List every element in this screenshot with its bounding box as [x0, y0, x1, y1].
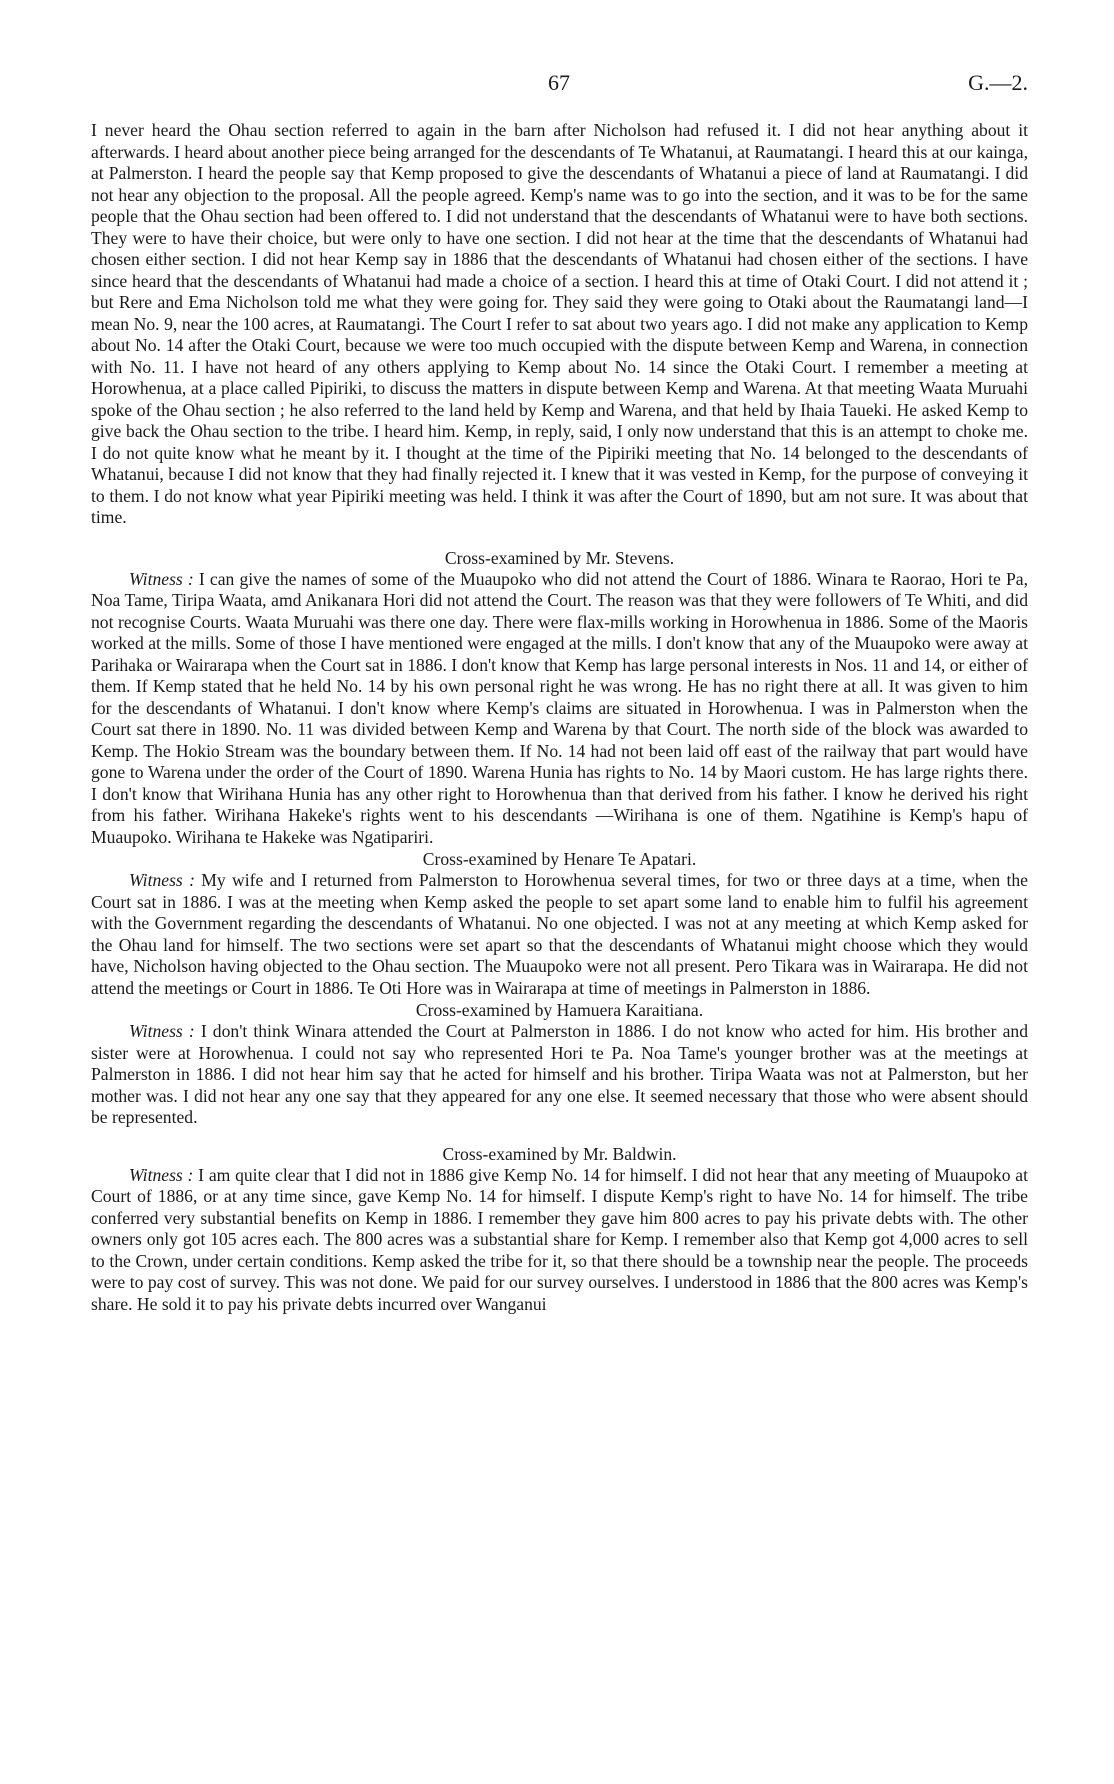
testimony-paragraph-4: [91, 1021, 1028, 1129]
series-reference: G.—2.: [968, 70, 1028, 95]
section-heading-stevens: Cross-examined by Mr. Stevens.: [444, 547, 675, 568]
testimony-text-2: I can give the names of some of the Muaupoko who did not attend the Court of 1886. Winara te Raorao, Hori te Pa, Noa Tame, Tiripa Waata, amd Anikanara Hori did not attend the Court. The reason was that they were followers of Te Whiti, and did not recognise Courts. Waata Muruahi was there one day. There were flax-mills working in Horowhenua in 1886. Some of the Maoris worked at the mills. Some of those I have mentioned were engaged at the mills. I don't know that any of the Muaupoko were away at Parihaka or Wairarapa when the Court sat in 1886. I don't know that Kemp has large personal interests in Nos. 11 and 14, or either of them. If Kemp stated that he held No. 14 by his own personal right he was wrong. He has no right there at all. It was given to him for the descendants of Whatanui. I don't know where Kemp's claims are situated in Horowhenua. I was in Palmerston when the Court sat there in 1890. No. 11 was divided between Kemp and Warena by that Court. The north side of the block was awarded to Kemp. The Hokio Stream was the boundary between them. If No. 14 had not been laid off east of the railway that part would have gone to Warena under the order of the Court of 1890. Warena Hunia has rights to No. 14 by Maori custom. He has large rights there. I don't know that Wirihana Hunia has any other right to Horowhenua than that derived from his father. I know he derived his right from his father. Wirihana Hakeke's rights went to his descendants —Wirihana is one of them. Ngatihine is Kemp's hapu of Muaupoko. Wirihana te Hakeke was Ngatipariri.: [91, 568, 1028, 847]
section-heading-karaitiana: Cross-examined by Hamuera Karaitiana.: [415, 1000, 704, 1020]
testimony-text-4: I don't think Winara attended the Court at Palmerston in 1886. I do not know who acted for him. His brother and sister were at Horowhenua. I could not say who represented Hori te Pa. Noa Tame's younger brother was at the meetings at Palmerston in 1886. I did not hear him say that he acted for himself and his brother. Tiripa Waata was not at Palmerston, but her mother was. I did not hear any one say that they appeared for any one else. It seemed necessary that those who were absent should be represented.: [91, 1021, 1028, 1127]
witness-label: Witness :: [129, 1164, 194, 1185]
section-heading-baldwin: Cross-examined by Mr. Baldwin.: [442, 1143, 677, 1164]
witness-label: Witness :: [129, 1021, 195, 1041]
page-number: 67: [548, 70, 570, 95]
testimony-text-3: My wife and I returned from Palmerston to Horowhenua several times, for two or three days at a time, when the Court sat in 1886. I was at the meeting when Kemp asked the people to set apart some land to enable him to fulfil his agreement with the Government regarding the descendants of Whatanui. No one objected. I was not at any meeting at which Kemp asked for the Ohau land for himself. The two sections were set apart so that the descendants of Whatanui might choose which they would have, Nicholson having objected to the Ohau section. The Muaupoko were not all present. Pero Tikara was in Wairarapa. He did not attend the meetings or Court in 1886. Te Oti Hore was in Wairarapa at time of meetings in Palmerston in 1886.: [91, 870, 1028, 998]
testimony-paragraph-5: [91, 1165, 1028, 1316]
section-heading-apatari: Cross-examined by Henare Te Apatari.: [422, 849, 697, 869]
page-header: [90, 70, 1028, 100]
testimony-text-5: I am quite clear that I did not in 1886 give Kemp No. 14 for himself. I did not hear that any meeting of Muaupoko at Court of 1886, or at any time since, gave Kemp No. 14 for himself. I dispute Kemp's right to have No. 14 for himself. The tribe conferred very substantial benefits on Kemp in 1886. I remember they gave him 800 acres to pay his private debts with. The other owners only got 105 acres each. The 800 acres was a substantial share for Kemp. I remember also that Kemp got 4,000 acres to sell to the Crown, under certain conditions. Kemp asked the tribe for it, so that there should be a township near the people. The proceeds were to pay cost of survey. This was not done. We paid for our survey ourselves. I understood in 1886 that the 800 acres was Kemp's share. He sold it to pay his private debts incurred over Wanganui: [91, 1164, 1028, 1314]
testimony-paragraph-1: I never heard the Ohau section referred to again in the barn after Nicholson had refused it. I did not hear anything about it afterwards. I heard about another piece being arranged for the descendants of Te Whatanui, at Raumatangi. I heard this at our kainga, at Palmerston. I heard the people say that Kemp proposed to give the descendants of Whatanui a piece of land at Raumatangi. I did not hear any objection to the proposal. All the people agreed. Kemp's name was to go into the section, and it was to be for the same people that the Ohau section had been offered to. I did not understand that the descendants of Whatanui were to have both sections. They were to have their choice, but were only to have one section. I did not hear at the time that the descendants of Whatanui had chosen either section. I did not hear Kemp say in 1886 that the descendants of Whatanui had chosen either of the sections. I have since heard that the descendants of Whatanui had made a choice of a section. I heard this at time of Otaki Court. I did not attend it ; but Rere and Ema Nicholson told me what they were going for. They said they were going to Otaki about the Raumatangi land—I mean No. 9, near the 100 acres, at Raumatangi. The Court I refer to sat about two years ago. I did not make any application to Kemp about No. 14 after the Otaki Court, because we were too much occupied with the dispute between Kemp and Warena, in connection with No. 11. I have not heard of any others applying to Kemp about No. 14 since the Otaki Court. I remember a meeting at Horowhenua, at a place called Pipiriki, to discuss the matters in dispute between Kemp and Warena. At that meeting Waata Muruahi spoke of the Ohau section ; he also referred to the land held by Kemp and Warena, and that held by Ihaia Taueki. He asked Kemp to give back the Ohau section to the tribe. I heard him. Kemp, in reply, said, I only now understand that this is an attempt to choke me. I do not quite know what he meant by it. I thought at the time of the Pipiriki meeting that No. 14 belonged to the descendants of Whatanui, because I did not know that they had finally rejected it. I knew that it was vested in Kemp, for the purpose of conveying it to them. I do not know what year Pipiriki meeting was held. I think it was after the Court of 1890, but am not sure. It was about that time.: [91, 120, 1028, 527]
witness-label: Witness :: [129, 870, 195, 890]
witness-label: Witness :: [129, 568, 194, 589]
document-body: [91, 120, 1028, 1315]
testimony-paragraph-3: [91, 870, 1028, 999]
testimony-paragraph-2: [91, 569, 1028, 849]
